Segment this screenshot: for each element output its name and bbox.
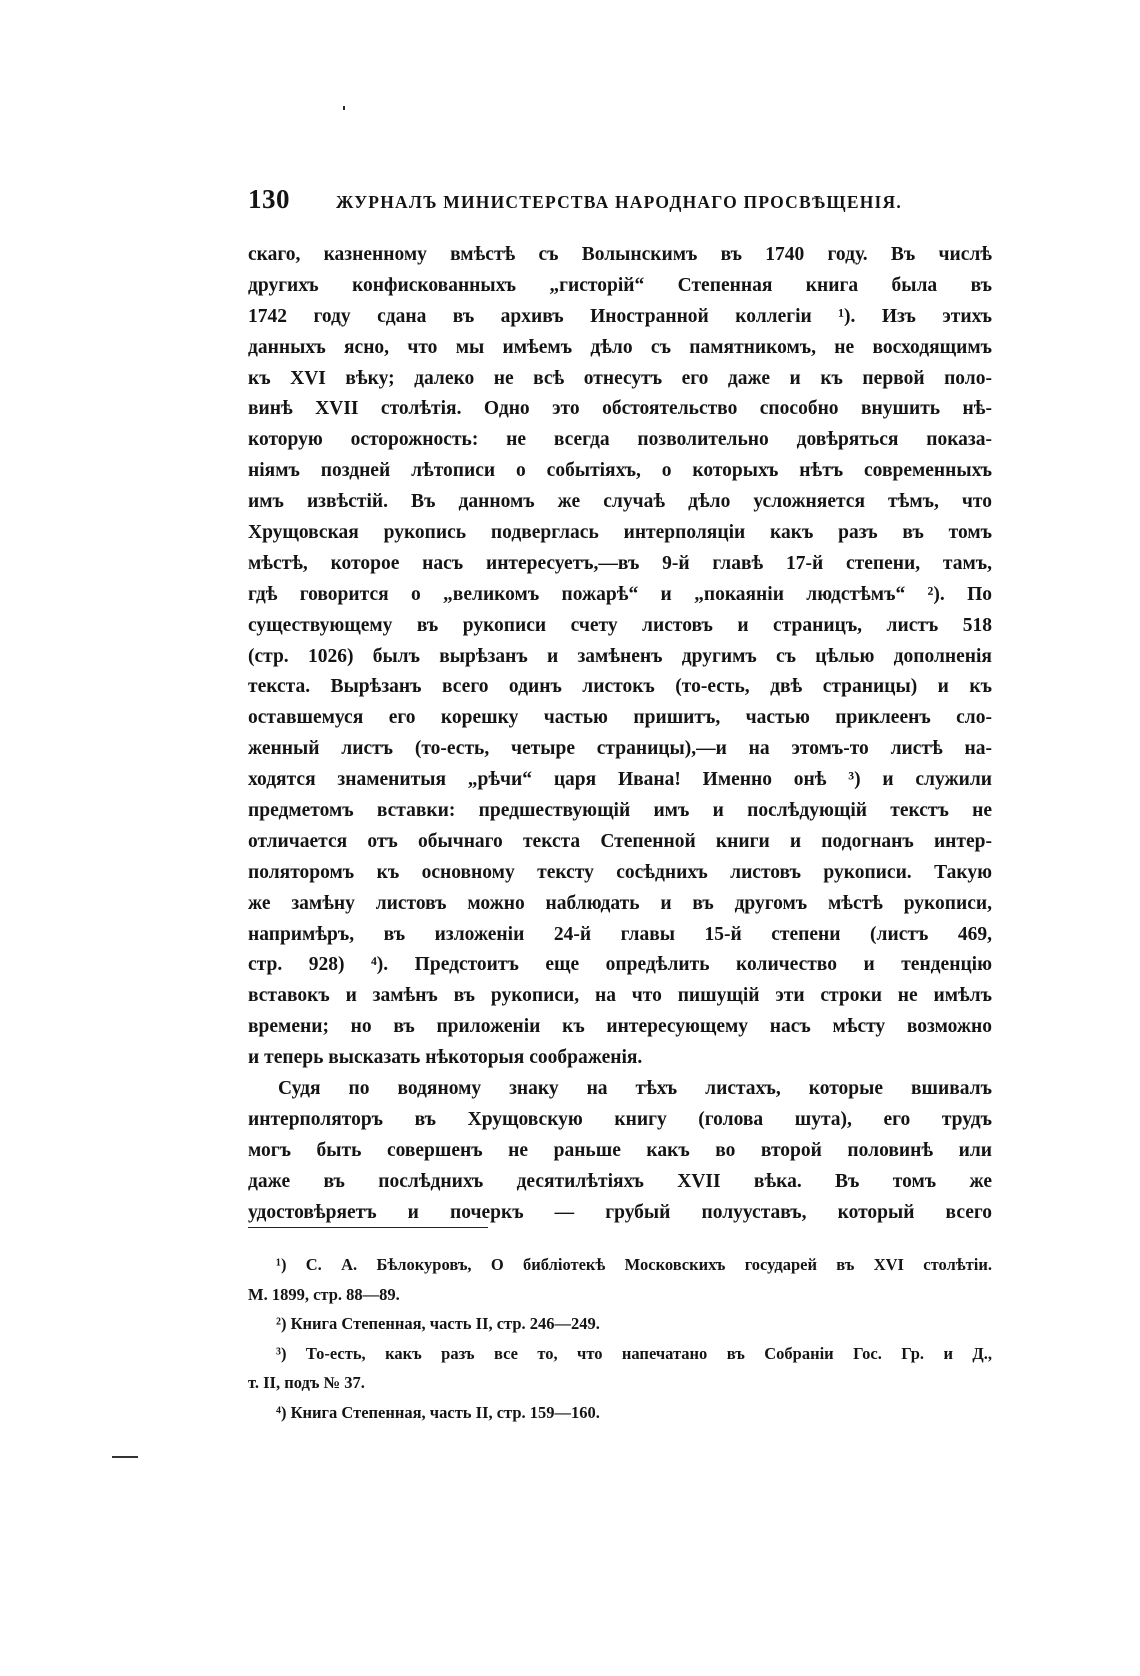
text-line: и теперь высказать нѣкоторыя соображенія.: [248, 1047, 643, 1069]
text-line: даже въ послѣднихъ десятилѣтіяхъ XVII вѣка. Въ томъ же: [248, 1170, 992, 1192]
text-line: скаго, казненному вмѣстѣ съ Волынскимъ въ 1740 году. Въ числѣ: [248, 244, 992, 265]
text-line: къ XVI вѣку; далеко не всѣ отнесутъ его даже и къ первой поло-: [248, 367, 992, 389]
text-line: удостовѣряетъ и почеркъ — грубый полууставъ, который всего: [248, 1201, 992, 1223]
text-line: отличается отъ обычнаго текста Степенной книги и подогнанъ интер-: [248, 830, 992, 852]
ink-speck: [343, 106, 345, 110]
text-line: напримѣръ, въ изложеніи 24-й главы 15-й степени (листъ 469,: [248, 923, 992, 945]
text-line: оставшемуся его корешку частью пришитъ, частью приклеенъ сло-: [248, 707, 992, 729]
margin-mark: [112, 1456, 138, 1458]
text-line: другихъ конфискованныхъ „гисторій“ Степенная книга была въ: [248, 274, 992, 296]
text-line: женный листъ (то-есть, четыре страницы),—и на этомъ-то листѣ на-: [248, 738, 992, 760]
footnotes: [248, 1250, 992, 1428]
text-line: гдѣ говорится о „великомъ пожарѣ“ и „покаяніи людстѣмъ“ ²). По: [248, 583, 992, 605]
text-line: интерполяторъ въ Хрущовскую книгу (голова шута), его трудъ: [248, 1108, 992, 1130]
text-line: 1742 году сдана въ архивъ Иностранной коллегіи ¹). Изъ этихъ: [248, 305, 992, 327]
text-line: вставокъ и замѣнъ въ рукописи, на что пишущій эти строки не имѣлъ: [248, 985, 992, 1007]
footnote-1: ¹) С. А. Бѣлокуровъ, О библіотекѣ Московскихъ государей въ XVI столѣтіи.: [276, 1255, 992, 1274]
footnote-4: ⁴) Книга Степенная, часть II, стр. 159—160.: [276, 1402, 600, 1422]
text-line: ходятся знаменитыя „рѣчи“ царя Ивана! Именно онѣ ³) и служили: [248, 769, 992, 791]
text-line: времени; но въ приложеніи къ интересующему насъ мѣсту возможно: [248, 1016, 992, 1038]
text-line: же замѣну листовъ можно наблюдать и въ другомъ мѣстѣ рукописи,: [248, 892, 992, 914]
text-line: могъ быть совершенъ не раньше какъ во второй половинѣ или: [248, 1139, 992, 1161]
footnote-3: ³) То-есть, какъ разъ все то, что напечатано въ Собраніи Гос. Гр. и Д.,: [276, 1343, 992, 1363]
text-line: данныхъ ясно, что мы имѣемъ дѣло съ памятникомъ, не восходящимъ: [248, 336, 992, 358]
text-line: имъ извѣстій. Въ данномъ же случаѣ дѣло усложняется тѣмъ, что: [248, 491, 992, 513]
text-line: мѣстѣ, которое насъ интересуетъ,—въ 9-й главѣ 17-й степени, тамъ,: [248, 552, 992, 574]
running-title: ЖУРНАЛЪ МИНИСТЕРСТВА НАРОДНАГО ПРОСВѢЩЕНІЯ.: [336, 192, 902, 212]
footnote-1-cont: М. 1899, стр. 88—89.: [248, 1284, 400, 1304]
text-line: (стр. 1026) былъ вырѣзанъ и замѣненъ другимъ съ цѣлью дополненія: [248, 645, 992, 667]
page-header: [248, 184, 992, 220]
paragraph-start-line: Судя по водяному знаку на тѣхъ листахъ, которые вшивалъ: [278, 1078, 992, 1100]
text-line: винѣ XVII столѣтія. Одно это обстоятельство способно внушить нѣ-: [248, 398, 992, 420]
page-number: 130: [248, 184, 290, 214]
text-line: поляторомъ къ основному тексту сосѣднихъ листовъ рукописи. Такую: [248, 861, 992, 883]
footnote-3-cont: т. II, подъ № 37.: [248, 1373, 365, 1393]
text-line: текста. Вырѣзанъ всего одинъ листокъ (то-есть, двѣ страницы) и къ: [248, 676, 992, 698]
text-line: Хрущовская рукопись подверглась интерполяціи какъ разъ въ томъ: [248, 522, 992, 544]
text-line: предметомъ вставки: предшествующій имъ и послѣдующій текстъ не: [248, 800, 992, 822]
body-text: [248, 240, 992, 1229]
footnote-2: ²) Книга Степенная, часть II, стр. 246—249.: [276, 1314, 600, 1334]
text-line: которую осторожность: не всегда позволительно довѣряться показа-: [248, 429, 992, 451]
text-line: существующему въ рукописи счету листовъ и страницъ, листъ 518: [248, 614, 992, 636]
footnote-divider: [248, 1227, 488, 1228]
text-line: стр. 928) ⁴). Предстоитъ еще опредѣлить количество и тенденцію: [248, 954, 992, 976]
text-line: ніямъ поздней лѣтописи о событіяхъ, о которыхъ нѣтъ современныхъ: [248, 460, 992, 482]
